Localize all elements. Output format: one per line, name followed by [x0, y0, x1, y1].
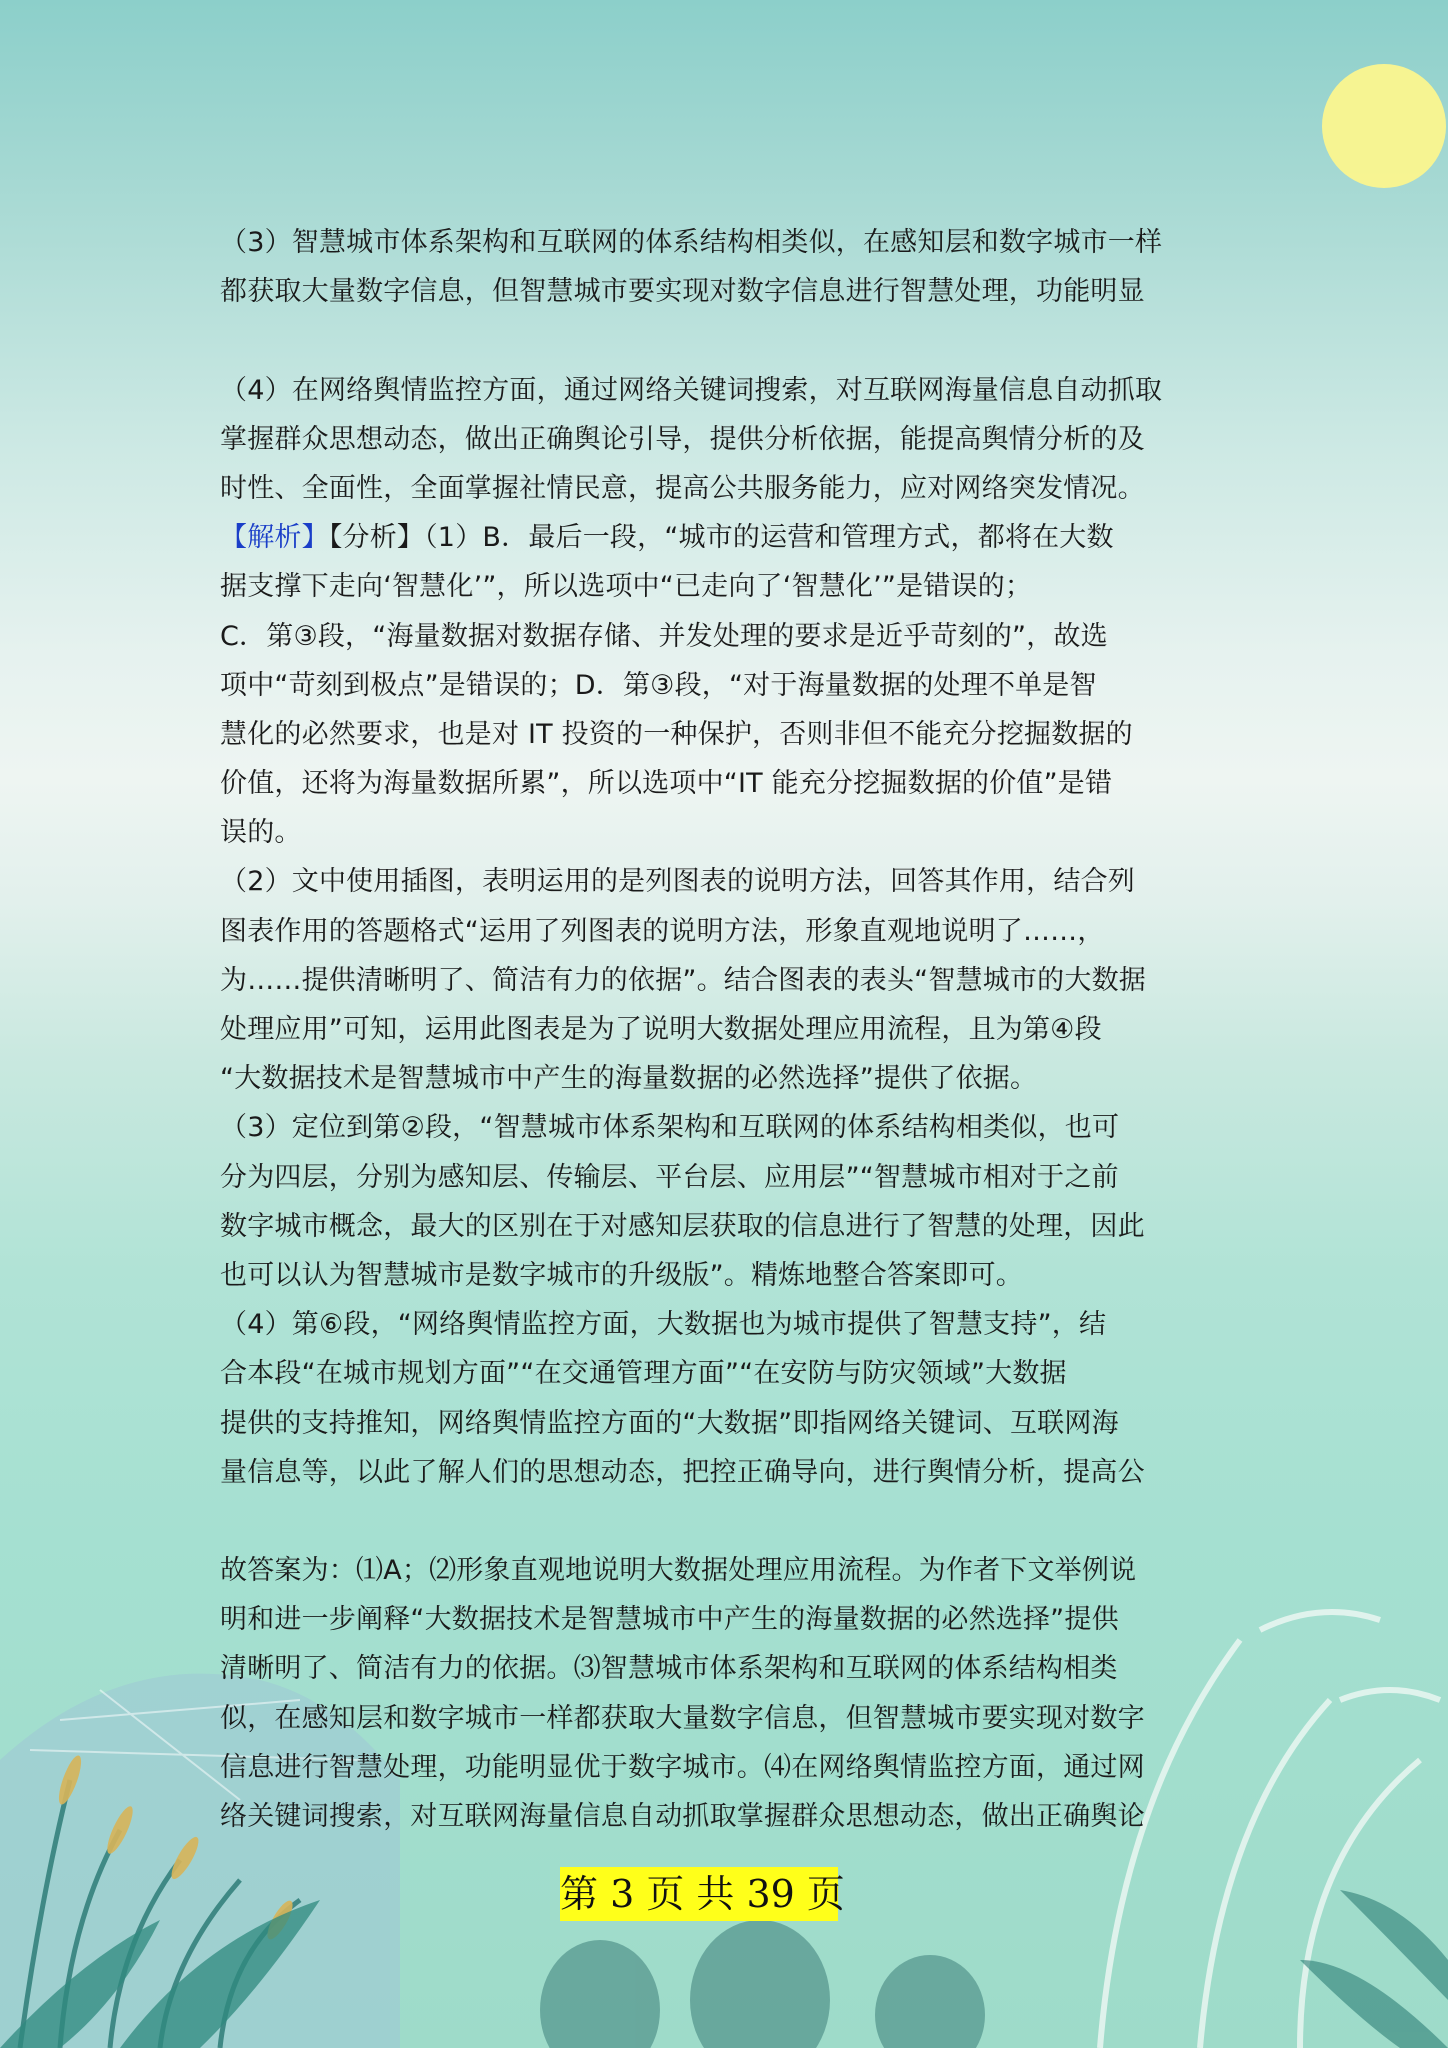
summary-line: 络关键词搜索，对互联网海量信息自动抓取掌握群众思想动态，做出正确舆论 [220, 1801, 1145, 1832]
tree-silhouettes-decoration [540, 1920, 985, 2048]
leaves-right-decoration [1300, 1890, 1448, 2048]
analysis-line: 误的。 [220, 817, 302, 849]
page-number-label: 第 3 页 共 39 页 [560, 1867, 838, 1921]
analysis-line: （3）定位到第②段，“智慧城市体系架构和互联网的体系结构相类似，也可 [220, 1112, 1120, 1144]
summary-line: 清晰明了、简洁有力的依据。⑶智慧城市体系架构和互联网的体系结构相类 [220, 1653, 1118, 1685]
analysis-line: （4）第⑥段，“网络舆情监控方面，大数据也为城市提供了智慧支持”，结 [220, 1309, 1107, 1341]
sun-decoration [1322, 64, 1446, 188]
answer-line: （3）智慧城市体系架构和互联网的体系结构相类似，在感知层和数字城市一样 [220, 227, 1163, 258]
answer-line: 时性、全面性，全面掌握社情民意，提高公共服务能力，应对网络突发情况。 [220, 472, 1145, 504]
analysis-line: 处理应用”可知，运用此图表是为了说明大数据处理应用流程，且为第④段 [220, 1014, 1102, 1045]
summary-line: 似，在感知层和数字城市一样都获取大量数字信息，但智慧城市要实现对数字 [220, 1702, 1145, 1734]
answer-line: （4）在网络舆情监控方面，通过网络关键词搜索，对互联网海量信息自动抓取 [220, 374, 1163, 406]
analysis-line: 量信息等，以此了解人们的思想动态，把控正确导向，进行舆情分析，提高公 [220, 1456, 1145, 1488]
analysis-line: 合本段“在城市规划方面”“在交通管理方面”“在安防与防灾领域”大数据 [220, 1358, 1067, 1390]
analysis-line: 也可以认为智慧城市是数字城市的升级版”。精炼地整合答案即可。 [220, 1259, 1023, 1291]
analysis-line: 提供的支持推知，网络舆情监控方面的“大数据”即指网络关键词、互联网海 [220, 1407, 1119, 1439]
analysis-line: 为……提供清晰明了、简洁有力的依据”。结合图表的表头“智慧城市的大数据 [220, 964, 1146, 996]
paragraph-gap [220, 1497, 1232, 1546]
paragraph-gap [220, 316, 1232, 365]
analysis-line: 图表作用的答题格式“运用了列图表的说明方法，形象直观地说明了……， [220, 915, 1105, 947]
analysis-tag: 【解析】 [220, 522, 329, 554]
answer-line: 都获取大量数字信息，但智慧城市要实现对数字信息进行智慧处理，功能明显 [220, 276, 1145, 308]
analysis-line: 慧化的必然要求，也是对 IT 投资的一种保护，否则非但不能充分挖掘数据的 [220, 718, 1133, 750]
summary-line: 故答案为：⑴A；⑵形象直观地说明大数据处理应用流程。为作者下文举例说 [220, 1555, 1137, 1587]
analysis-text: 【分析】（1）B．最后一段，“城市的运营和管理方式，都将在大数 [328, 522, 1114, 554]
analysis-line: 据支撑下走向‘智慧化’”，所以选项中“已走向了‘智慧化’”是错误的； [220, 571, 1033, 603]
analysis-first-line [220, 513, 1232, 562]
analysis-line: （2）文中使用插图，表明运用的是列图表的说明方法，回答其作用，结合列 [220, 866, 1135, 898]
analysis-line: 价值，还将为海量数据所累”，所以选项中“IT 能充分挖掘数据的价值”是错 [220, 768, 1113, 800]
summary-line: 明和进一步阐释“大数据技术是智慧城市中产生的海量数据的必然选择”提供 [220, 1604, 1119, 1636]
analysis-line: 项中“苛刻到极点”是错误的；D．第③段，“对于海量数据的处理不单是智 [220, 669, 1097, 701]
summary-line: 信息进行智慧处理，功能明显优于数字城市。⑷在网络舆情监控方面，通过网 [220, 1751, 1145, 1783]
analysis-line: 数字城市概念，最大的区别在于对感知层获取的信息进行了智慧的处理，因此 [220, 1210, 1145, 1242]
document-body [220, 218, 1232, 1841]
analysis-line: 分为四层，分别为感知层、传输层、平台层、应用层”“智慧城市相对于之前 [220, 1161, 1119, 1193]
answer-line: 掌握群众思想动态，做出正确舆论引导，提供分析依据，能提高舆情分析的及 [220, 423, 1145, 455]
analysis-line: C．第③段，“海量数据对数据存储、并发处理的要求是近乎苛刻的”，故选 [220, 620, 1108, 652]
analysis-line: “大数据技术是智慧城市中产生的海量数据的必然选择”提供了依据。 [220, 1063, 1038, 1095]
